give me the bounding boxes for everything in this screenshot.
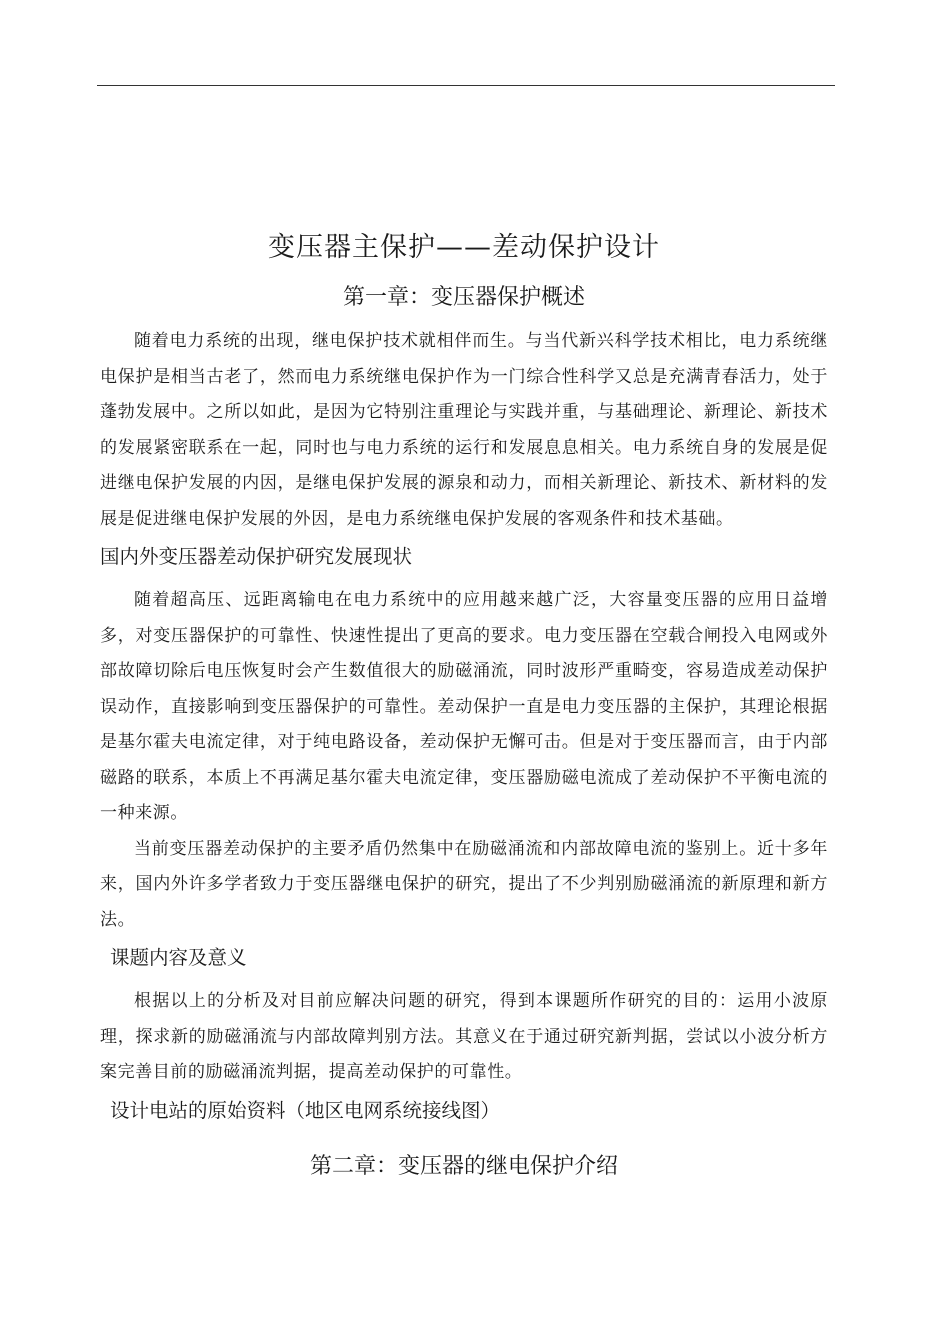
chapter-1-paragraph: 随着电力系统的出现，继电保护技术就相伴而生。与当代新兴科学技术相比，电力系统继电保护是相当古老了，然而电力系统继电保护作为一门综合性科学又总是充满青春活力，处于蓬勃发展中。之所以如此，是因为它特别注重理论与实践并重，与基础理论、新理论、新技术的发展紧密联系在一起，同时也与电力系统的运行和发展息息相关。电力系统自身的发展是促进继电保护发展的内因，是继电保护发展的源泉和动力，而相关新理论、新技术、新材料的发展是促进继电保护发展的外因，是电力系统继电保护发展的客观条件和技术基础。 <box>100 331 828 529</box>
chapter-2-title: 第二章：变压器的继电保护介绍 <box>309 1153 618 1179</box>
topic-significance-paragraph: 根据以上的分析及对目前应解决问题的研究，得到本课题所作研究的目的：运用小波原理，探求新的励磁涌流与内部故障判别方法。其意义在于通过研究新判据，尝试以小波分析方案完善目前的励磁涌流判据，提高差动保护的可靠性。 <box>100 991 828 1082</box>
research-status-paragraph-2: 当前变压器差动保护的主要矛盾仍然集中在励磁涌流和内部故障电流的鉴别上。近十多年来，国内外许多学者致力于变压器继电保护的研究，提出了不少判别励磁涌流的新原理和新方法。 <box>100 838 828 930</box>
chapter-1-title: 第一章：变压器保护概述 <box>342 285 585 310</box>
section-heading-topic-significance: 课题内容及意义 <box>110 946 247 969</box>
section-heading-research-status: 国内外变压器差动保护研究发展现状 <box>100 545 413 568</box>
header-rule <box>97 85 835 86</box>
document-body <box>100 228 828 1193</box>
section-heading-original-data: 设计电站的原始资料（地区电网系统接线图） <box>110 1098 501 1122</box>
document-title: 变压器主保护——差动保护设计 <box>268 232 660 263</box>
research-status-paragraph-1: 随着超高压、远距离输电在电力系统中的应用越来越广泛，大容量变压器的应用日益增多，对变压器保护的可靠性、快速性提出了更高的要求。电力变压器在空载合闸投入电网或外部故障切除后电压恢复时会产生数值很大的励磁涌流，同时波形严重畸变，容易造成差动保护误动作，直接影响到变压器保护的可靠性。差动保护一直是电力变压器的主保护，其理论根据是基尔霍夫电流定律，对于纯电路设备，差动保护无懈可击。但是对于变压器而言，由于内部磁路的联系，本质上不再满足基尔霍夫电流定律，变压器励磁电流成了差动保护不平衡电流的一种来源。 <box>100 590 828 823</box>
